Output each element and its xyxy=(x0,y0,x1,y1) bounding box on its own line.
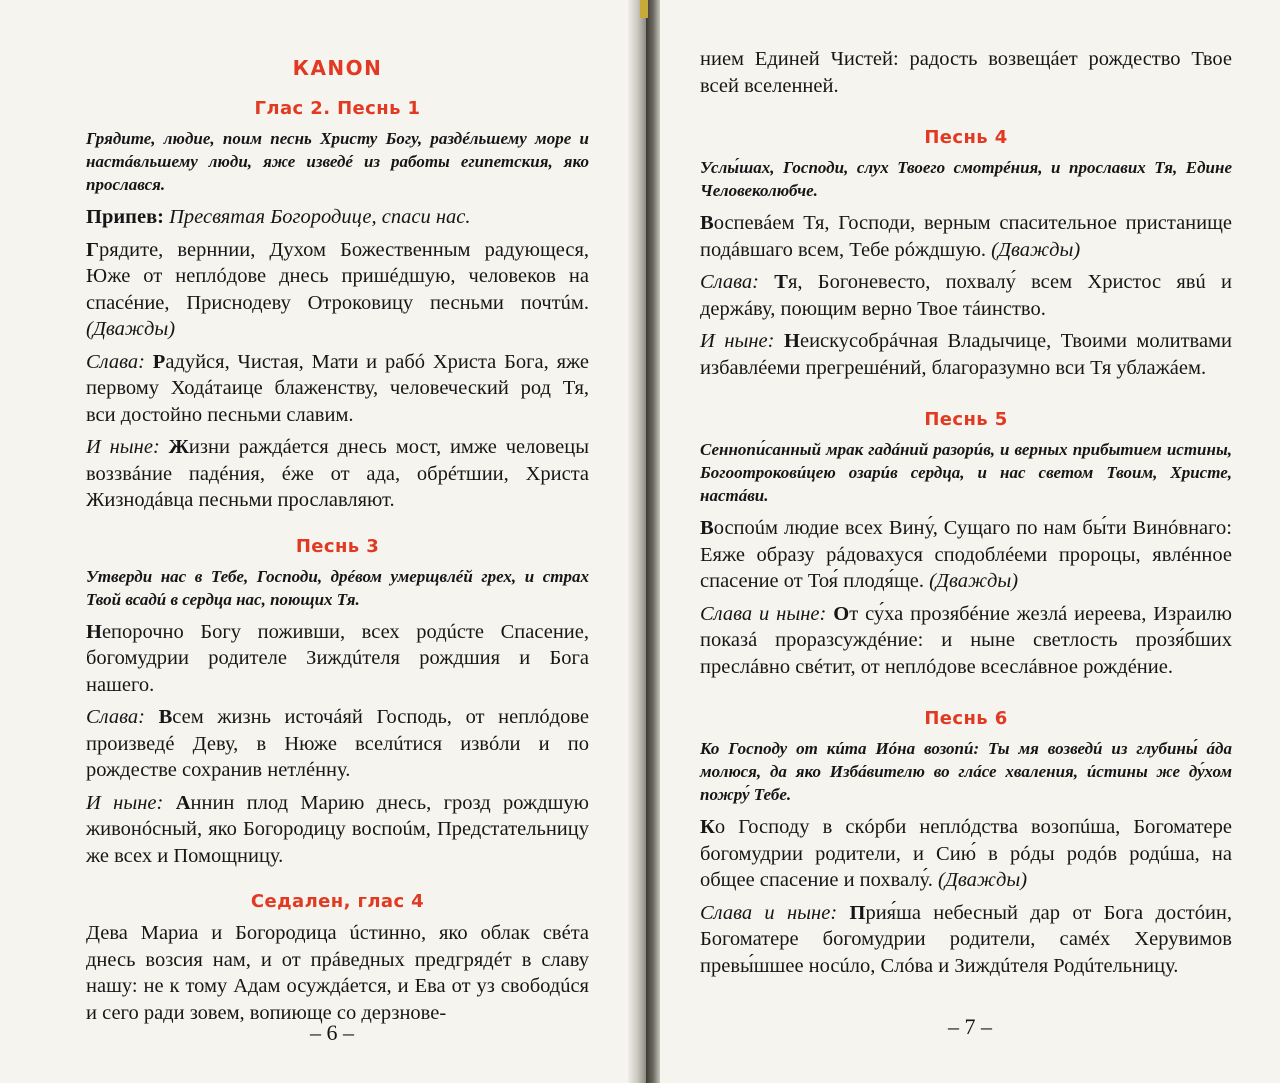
ode-1-troparion-1 xyxy=(86,237,589,343)
troparion-text: т су́ха прозябéние жезлá иереева, Израилю показá проразсуждéние: и ныне светлость прозя́бших преслáвно свéтит, от неплóдове всеслáвное рождéние. xyxy=(700,602,1232,678)
troparion-text: сем жизнь источáяй Господь, от неплóдове произведé Деву, в Нюже вселúтися извóли и по рождестве сохранив нетлéнну. xyxy=(86,706,590,781)
drop-letter: А xyxy=(175,791,191,814)
ode-5-troparion-1 xyxy=(700,515,1232,595)
glory-label: Слава: xyxy=(700,271,759,293)
page-number: – 7 – xyxy=(948,1014,992,1039)
glory-label: Слава: xyxy=(86,706,145,728)
now-label: И ныне: xyxy=(700,330,775,352)
drop-letter: Р xyxy=(152,350,166,373)
sedalen-text: Дева Мариа и Богородица úстинно, яко облак свéта днесь возсия нам, и от прáведных предгрядéт в славу нашу: не к тому Адам осуждáется, и Ева от уз свободúся и сего ради зовем, вопиюще со дерзнове- xyxy=(86,922,589,1024)
right-column xyxy=(700,46,1232,985)
ode-3-glory xyxy=(86,704,589,784)
drop-letter: Н xyxy=(86,620,102,643)
ode-6-irmos: Ко Господу от кúта Иóна возопú: Ты мя возведú из глубины́ áда молюся, да яко Избáвителю во глáсе хваления, úстины же ду́хом пожру́ Тебе. xyxy=(700,739,1232,804)
drop-letter: В xyxy=(700,517,714,539)
left-column xyxy=(86,52,589,1032)
ode-4-irmos: Услы́шах, Господи, слух Твоего смотрéния, и прославих Тя, Едине Человеколюбче. xyxy=(700,158,1232,200)
drop-letter: П xyxy=(849,901,866,924)
drop-letter: О xyxy=(833,602,850,625)
twice-note: (Дважды) xyxy=(991,238,1081,261)
book-gutter-shadow xyxy=(628,0,646,1083)
ode-3-now xyxy=(86,790,589,870)
drop-letter: Т xyxy=(774,271,788,293)
ode-4-now xyxy=(700,328,1232,381)
page-number: – 6 – xyxy=(310,1020,354,1045)
troparion-text: еискусобрáчная Владычице, Твоими молитвами избавлéеми прегрешéний, благоразумно вси Тя ублажáем. xyxy=(700,330,1232,379)
troparion-text: о Господу в скóрби неплóдства возопúша, Богоматере богомудрии родители, и Сию́ в рóды родóв родúша, на общее спасение и похвалу́. xyxy=(700,816,1232,891)
troparion-text: рия́ша небесный дар от Бога достóин, Богоматере богомудрии родители, самéх Херувимов превы́шшее носúло, Слóва и Зиждúтеля Родúтельницу. xyxy=(700,901,1233,977)
ode-6-glory-now xyxy=(700,900,1232,980)
ode-3-troparion-1 xyxy=(86,619,589,699)
now-label: И ныне: xyxy=(86,436,160,458)
drop-letter: Ж xyxy=(168,436,189,458)
ode-1-irmos: Грядите, людие, поим песнь Христу Богу, раздéльшему море и настáвльшему люди, яже изведé из работы египетския, яко прослався. xyxy=(86,129,589,194)
twice-note: (Дважды) xyxy=(938,869,1028,891)
ode-6-heading: Песнь 6 xyxy=(924,708,1008,729)
troparion-text: адуйся, Чистая, Мати и рабó Христа Бога, яже первому Ходáтаице блаженству, человеческий род Тя, вси достойно песньми славим. xyxy=(86,350,589,426)
glory-now-label: Слава и ныне: xyxy=(700,602,827,625)
ode-4-heading: Песнь 4 xyxy=(924,127,1008,148)
drop-letter: К xyxy=(700,816,715,838)
ode-4-glory xyxy=(700,269,1232,322)
ode-5-irmos: Сеннопи́санный мрак гадáний разорúв, и верных прибытием истины, Богоотроковúцею озарúв сердца, и нас светом Твоим, Христе, настáви. xyxy=(700,440,1232,505)
refrain xyxy=(86,204,589,231)
drop-letter: В xyxy=(700,212,714,234)
right-page xyxy=(660,0,1280,1083)
continuation-text: нием Единей Чистей: радость возвещáет рождество Твое всей вселенней. xyxy=(700,48,1232,97)
refrain-label: Припев: xyxy=(86,206,164,228)
ode-5-heading: Песнь 5 xyxy=(924,409,1008,430)
troparion-text: оспоúм людие всех Вину́, Сущаго по нам бы́ти Винóвнаго: Еяже образу рáдовахуся сподоблéеми пророцы, явлéнное спасение от Тоя́ плодя́ще. xyxy=(700,517,1232,592)
ode-3-irmos: Утверди нас в Тебе, Господи, дрéвом умерщвлéй грех, и страх Твой всадú в сердца нас, поющих Тя. xyxy=(86,566,589,609)
glory-now-label: Слава и ныне: xyxy=(700,901,838,924)
drop-letter: Н xyxy=(784,330,800,352)
troparion-text: ннин плод Марию днесь, грозд рождшую живонóсный, яко Богородицу воспоúм, Предстательницу же всех и Помощницу. xyxy=(86,791,589,867)
ode-5-glory-now xyxy=(700,601,1232,681)
refrain-text: Пресвятая Богородице, спаси нас. xyxy=(169,206,471,228)
canon-title: КАNON xyxy=(292,56,383,80)
drop-letter: В xyxy=(158,706,173,728)
ode-1-heading: Глас 2. Песнь 1 xyxy=(254,98,421,119)
left-page xyxy=(0,0,628,1083)
ribbon-bookmark xyxy=(640,0,648,18)
ode-6-troparion-1 xyxy=(700,814,1232,894)
glory-label: Слава: xyxy=(86,350,145,373)
drop-letter: Г xyxy=(86,238,100,261)
troparion-text: оспевáем Тя, Господи, верным спасительное пристанище подáвшаго всем, Тебе рóждшую. xyxy=(700,212,1232,261)
twice-note: (Дважды) xyxy=(86,318,176,340)
troparion-text: я, Богоневесто, похвалу́ всем Христос явú и держáву, поющим верно Твое тáинство. xyxy=(700,271,1233,320)
book-spine xyxy=(646,0,660,1083)
troparion-text: изни раждáется днесь мост, имже человецы воззвáние падéния, éже от ада, обрéтшии, Христа Жизнодáвца песньми прославляют. xyxy=(86,436,589,511)
twice-note: (Дважды) xyxy=(929,570,1019,592)
sedalen-heading: Седален, глас 4 xyxy=(250,891,425,912)
ode-3-heading: Песнь 3 xyxy=(295,535,380,557)
troparion-text: рядите, верннии, Духом Божественным радующеся, Юже от неплóдове днесь пришéдшую, человеков на спасéние, Приснодеву Отроковицу песньми почтúм. xyxy=(86,238,589,314)
ode-1-now xyxy=(86,434,589,514)
ode-1-glory xyxy=(86,349,589,429)
now-label: И ныне: xyxy=(86,791,164,814)
ode-4-troparion-1 xyxy=(700,210,1232,263)
troparion-text: епорочно Богу поживши, всех родúсте Спасение, богомудрии родителе Зиждúтеля рождшия и Бога нашего. xyxy=(86,620,589,696)
